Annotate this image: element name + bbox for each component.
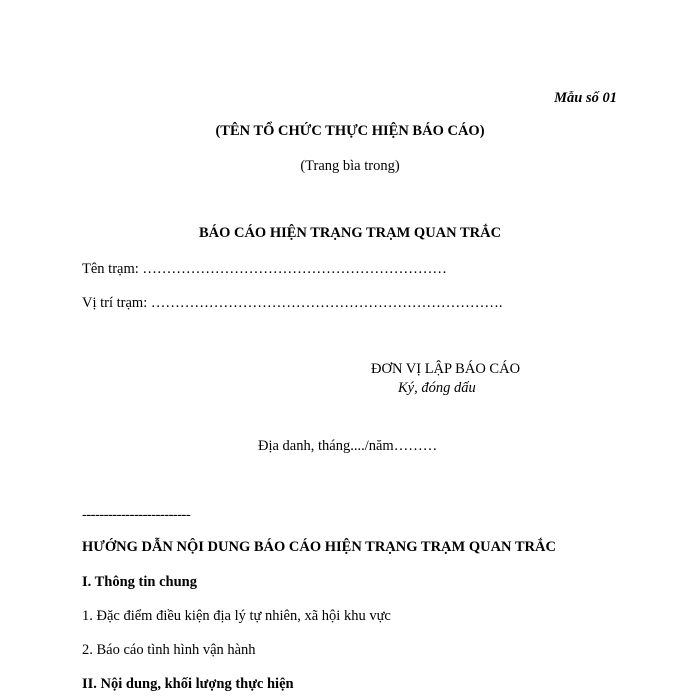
footnote-divider: -------------------------: [82, 507, 191, 523]
signing-unit: ĐƠN VỊ LẬP BÁO CÁO: [371, 361, 521, 377]
list-item-operation-report: 2. Báo cáo tình hình vận hành: [82, 642, 256, 658]
report-title: BÁO CÁO HIỆN TRẠNG TRẠM QUAN TRẮC: [198, 225, 502, 241]
form-number: Mẫu số 01: [554, 90, 617, 106]
organization-name-placeholder: (TÊN TỔ CHỨC THỰC HIỆN BÁO CÁO): [215, 123, 485, 139]
station-location-field: Vị trí trạm: ……………………………………………………………….: [82, 295, 503, 311]
section-heading-content-volume: II. Nội dung, khối lượng thực hiện: [82, 676, 294, 692]
sign-stamp-note: Ký, đóng dấu: [398, 380, 476, 396]
cover-page-note: (Trang bìa trong): [300, 158, 400, 174]
station-name-field: Tên trạm: ………………………………………………………: [82, 261, 447, 277]
list-item-geography: 1. Đặc điểm điều kiện địa lý tự nhiên, xã hội khu vực: [82, 608, 391, 624]
guide-heading: HƯỚNG DẪN NỘI DUNG BÁO CÁO HIỆN TRẠNG TRẠM QUAN TRẮC: [82, 539, 556, 555]
section-heading-general-info: I. Thông tin chung: [82, 574, 197, 590]
place-date-line: Địa danh, tháng..../năm………: [258, 438, 438, 454]
